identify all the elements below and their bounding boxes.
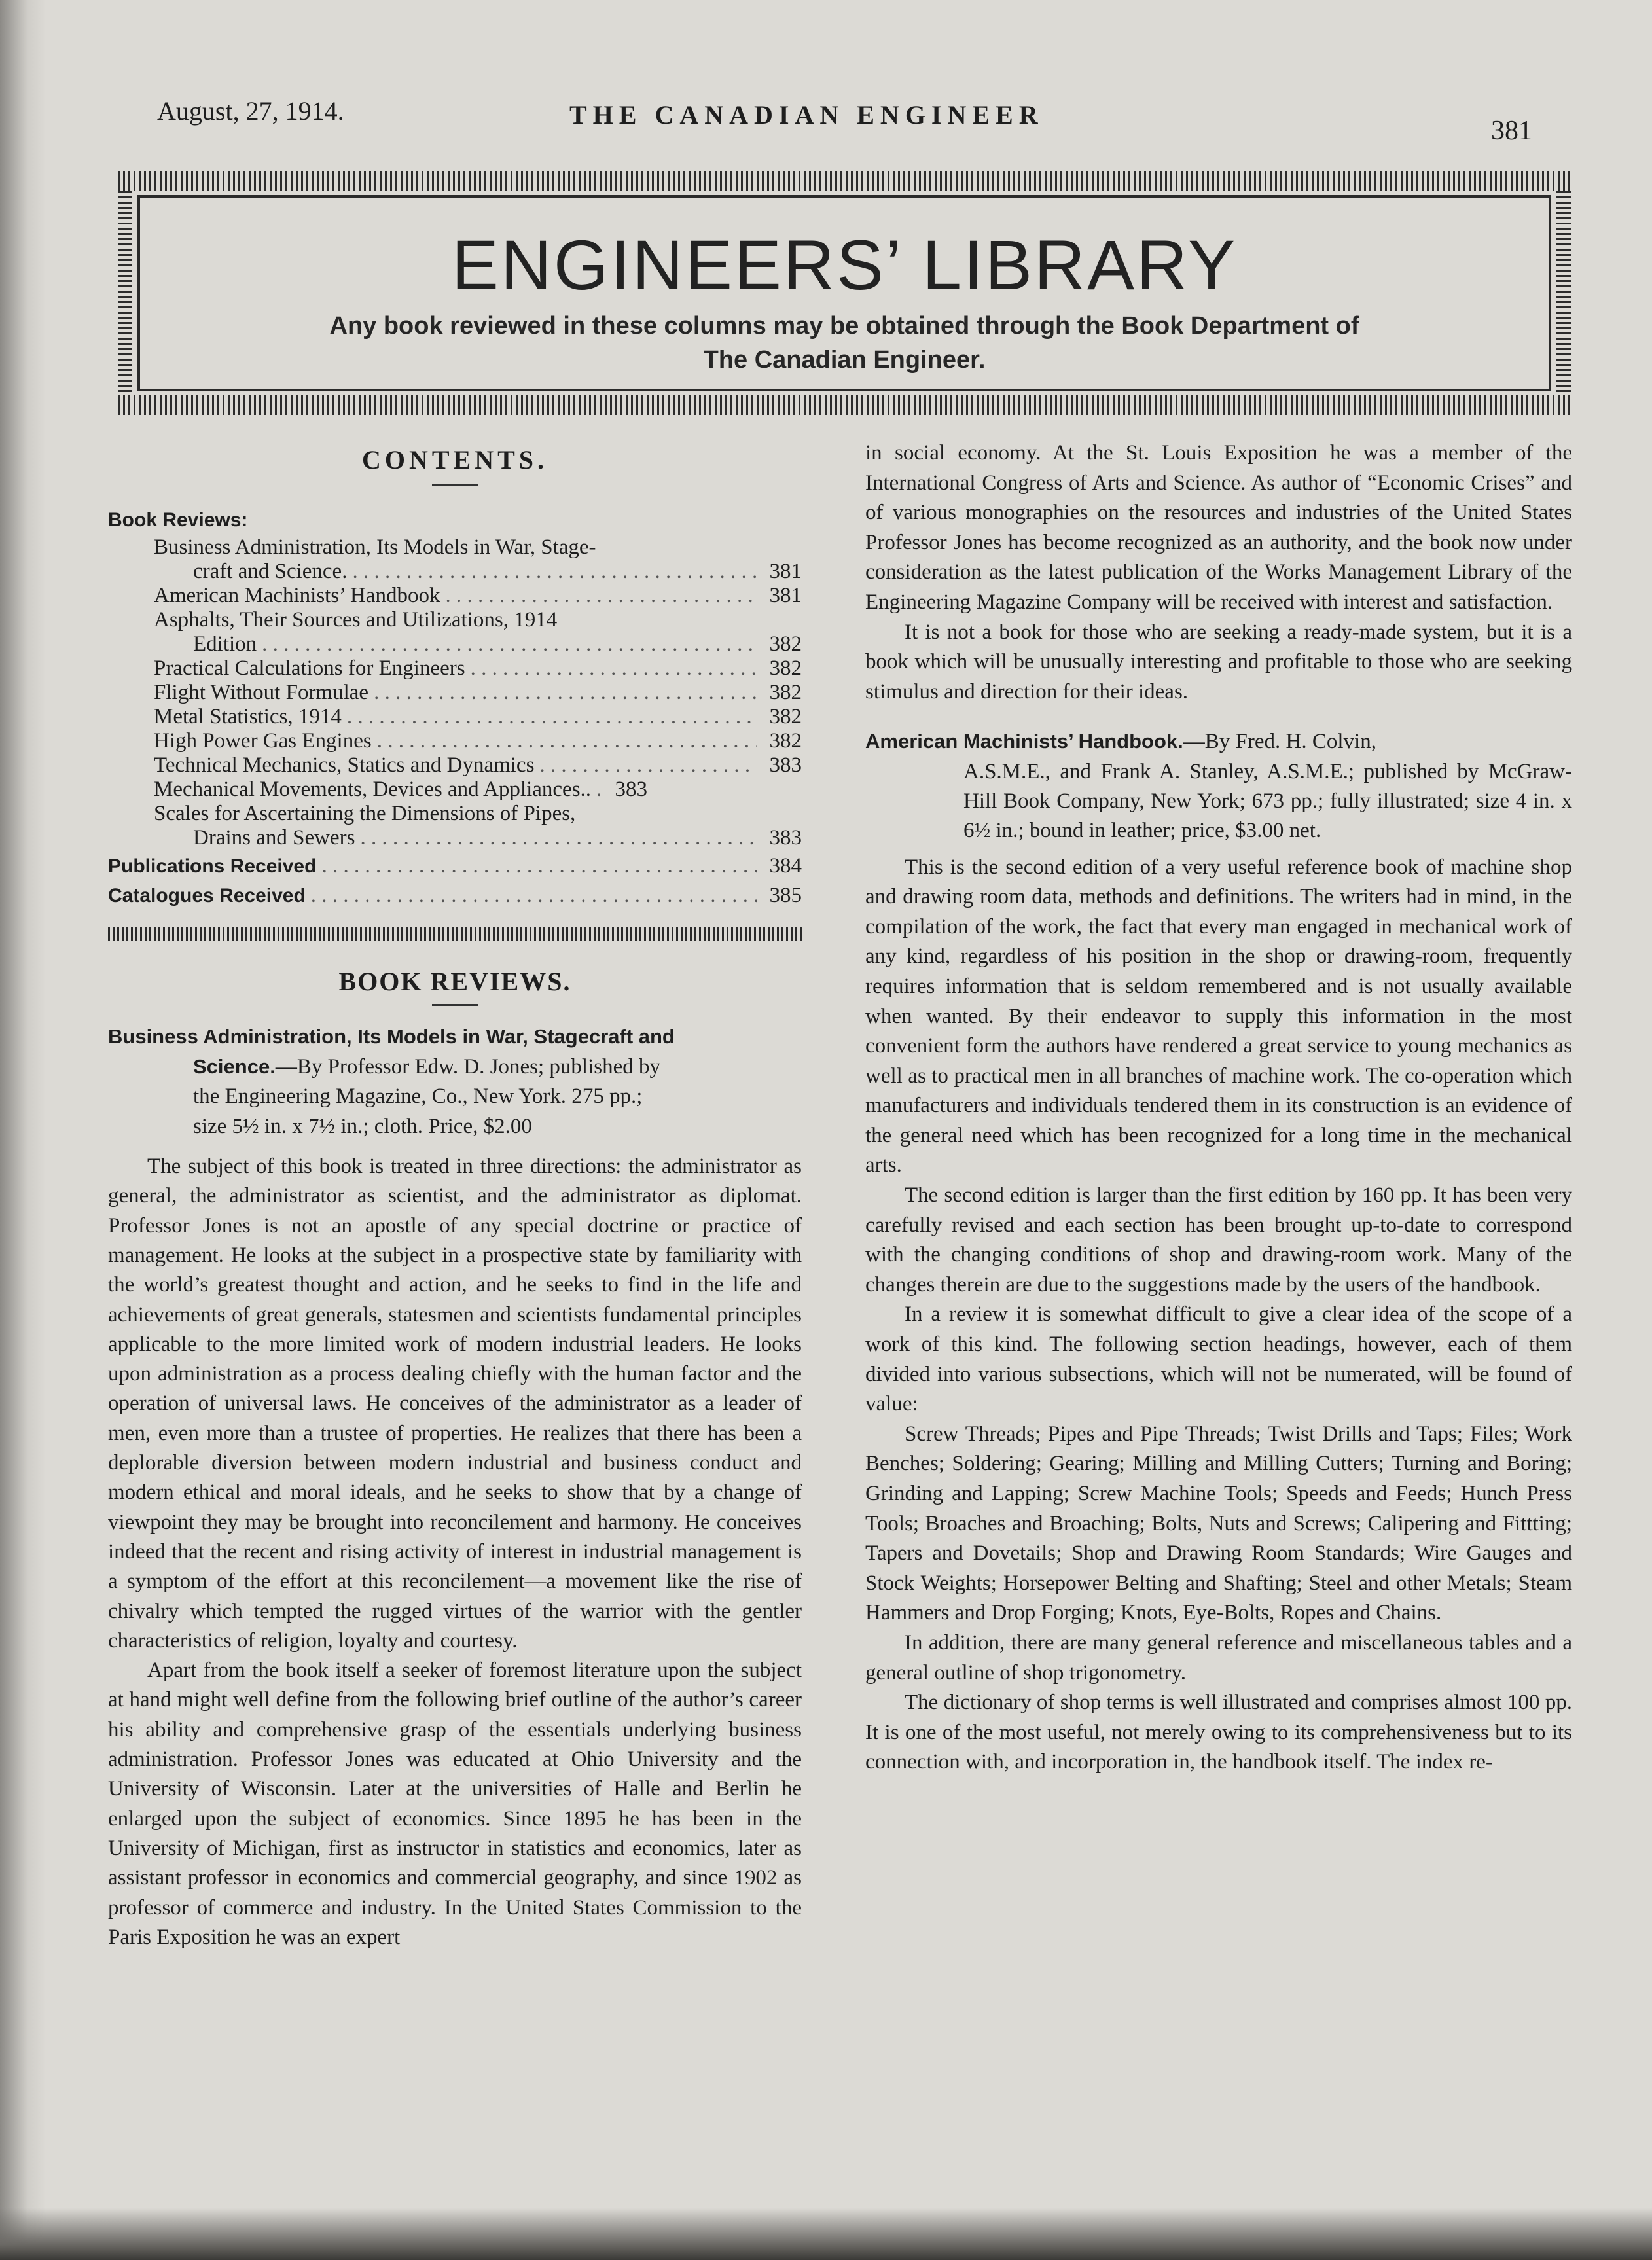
review-title: Business Administration, Its Models in War, Stagecraft and	[108, 1024, 675, 1048]
contents-divider	[108, 927, 802, 941]
toc-page-number: 382	[769, 656, 802, 680]
toc-item[interactable]: Scales for Ascertaining the Dimensions of Pipes,	[154, 801, 576, 825]
toc-page-number: 383	[769, 753, 802, 777]
page-gutter-shadow	[0, 0, 46, 2260]
toc-item[interactable]: Asphalts, Their Sources and Utilizations, 1914	[154, 607, 558, 632]
toc-publications-received[interactable]: Publications Received . . . 384	[108, 854, 802, 878]
toc-page-number: 381	[769, 583, 802, 607]
toc-item[interactable]: Mechanical Movements, Devices and Appliances.. . . . 383	[108, 778, 802, 802]
review-paragraph: The dictionary of shop terms is well illustrated and comprises almost 100 pp. It is one of the most useful, not merely owing to its comprehensiveness but to its connection with, and incorporation in, the handbook itself. The index re-	[865, 1691, 1572, 1774]
review-citation-line: —By Professor Edw. D. Jones; published by	[275, 1055, 660, 1079]
review-paragraph: The subject of this book is treated in three directions: the administrator as general, the administrator as scientist, and the administrator as diplomat. Professor Jones is not an apostle of any special doctrine or practice of management. He looks at the subject in a prospective state by familiarity with the world’s greatest thought and action, and he seeks to find in the life and achievements of great generals, statesmen and scientists fundamental principles applicable to the more limited work of modern industrial leaders. He looks upon administration as a process dealing chiefly with the human factor and the operation of universal laws. He conceives of the administrator as a leader of men, even more than a trustee of properties. He realizes that there has been a deplorable diversion between modern industrial and business conduct and modern ethical and moral ideals, and he seeks to show that by a change of viewpoint they may be brought into reconcilement and harmony. He conceives indeed that the recent and rising activity of interest in industrial management is a symptom of the effort at this reconcilement—a movement like the rise of chivalry which tempted the rugged virtues of the warrior with the gentler characteristics of religion, loyalty and courtesy.	[108, 1155, 802, 1653]
toc-page-number: 382	[769, 680, 802, 704]
review-paragraph-continued: in social economy. At the St. Louis Exposition he was a member of the International Congress of Arts and Science. As author of “Economic Crises” and of various monographies on the resources and industries of the United States Professor Jones has become recognized as an authority, and the book now under consideration as the latest publication of the Works Management Library of the Engineering Magazine Company will be received with interest and satisfaction.	[865, 441, 1572, 614]
section-headings-list: Screw Threads; Pipes and Pipe Threads; Twist Drills and Taps; Files; Work Benches; Soldering; Gearing; Milling and Milling Cutters; Turning and Boring; Grinding and Lapping; Screw Machine Tools; Speeds and Feeds; Hunch Press Tools; Broaches and Broaching; Bolts, Nuts and Screws; Calipering and Fittting; Tapers and Dovetails; Shop and Drawing Room Standards; Wire Gauges and Stock Weights; Horsepower Belting and Shafting; Steel and other Metals; Steam Hammers and Drop Forging; Knots, Eye-Bolts, Ropes and Chains.	[865, 1422, 1572, 1625]
review-title: American Machinists’ Handbook.	[865, 730, 1183, 753]
toc-item[interactable]: Business Administration, Its Models in War, Stage-	[154, 535, 596, 559]
review-paragraph: It is not a book for those who are seeking a ready-made system, but it is a book which will be unusually interesting and profitable to those who are seeking stimulus and direction for their ideas.	[865, 620, 1572, 704]
section-title: ENGINEERS’ LIBRARY	[451, 225, 1238, 304]
contents-heading: CONTENTS.	[108, 445, 802, 486]
toc-page-number: 382	[769, 632, 802, 656]
review-paragraph: In a review it is somewhat difficult to give a clear idea of the scope of a work of this kind. The following section headings, however, each of them divided into various subsections, which will not be numerated, will be found of value:	[865, 1302, 1572, 1416]
banner-hatch-top	[118, 171, 1571, 191]
book-reviews-heading: BOOK REVIEWS.	[108, 967, 802, 1006]
section-subtitle	[196, 309, 1492, 377]
toc-page-number: 382	[769, 704, 802, 728]
page-bottom-shadow	[0, 2208, 1652, 2260]
toc-page-number: 384	[769, 853, 802, 878]
toc-page-number: 383	[769, 825, 802, 850]
review-paragraph: In addition, there are many general reference and miscellaneous tables and a general outline of shop trigonometry.	[865, 1630, 1572, 1685]
review-citation-line: —By Fred. H. Colvin,	[1183, 730, 1376, 754]
review-paragraph: This is the second edition of a very useful reference book of machine shop and drawing room data, methods and definitions. The writers had in mind, in the compilation of the work, the fact that every man engaged in mechanical work of any kind, regardless of his position in the shop or drawing-room, frequently requires information that is seldom remembered and is not usually available when wanted. By their endeavor to supply this information in the most convenient form the authors have rendered a great service to young mechanics as well as to practical men in all branches of machine work. The co-operation which manufacturers and individuals tendered them in its construction is an evidence of the general need which has been recognized for a long time in the mechanical arts.	[865, 855, 1572, 1177]
review-citation-line: the Engineering Magazine, Co., New York. 275 pp.;	[193, 1085, 643, 1109]
toc-section-book-reviews: Book Reviews:	[108, 509, 248, 531]
review-title-continued: Science.	[193, 1055, 276, 1079]
toc-item[interactable]: Flight Without Formulae . . . 382	[108, 681, 802, 705]
left-column	[108, 439, 802, 1952]
toc-page-number: 381	[769, 559, 802, 583]
issue-date: August, 27, 1914.	[157, 96, 344, 126]
toc-item-continued: craft and Science. . . . 381	[108, 560, 802, 584]
review-paragraph: Apart from the book itself a seeker of foremost literature upon the subject at hand might well define from the following brief outline of the author’s career his ability and comprehensive grasp of the essentials underlying business administration. Professor Jones was educated at Ohio University and the University of Wisconsin. Later at the universities of Halle and Berlin he enlarged upon the subject of economics. Since 1895 he has been in the University of Michigan, first as instructor in statistics and economics, later as assistant professor in economics and commercial geography, and since 1902 as professor of commerce and industry. In the United States Commission to the Paris Exposition he was an expert	[108, 1659, 802, 1949]
toc-item[interactable]: Technical Mechanics, Statics and Dynamics . . . 383	[108, 753, 802, 778]
review-citation-line: size 5½ in. x 7½ in.; cloth. Price, $2.00	[193, 1114, 532, 1138]
toc-page-number: 385	[769, 883, 802, 907]
engineers-library-banner	[118, 171, 1571, 415]
subtitle-line-1: Any book reviewed in these columns may be obtained through the Book Department of	[329, 312, 1359, 340]
review-citation	[865, 726, 1572, 846]
toc-item-continued: Drains and Sewers . . . 383	[108, 826, 802, 850]
review-american-machinists-handbook	[865, 726, 1572, 1778]
review-business-administration	[108, 1022, 802, 1952]
toc-item[interactable]: High Power Gas Engines . . . 382	[108, 729, 802, 753]
review-paragraph: The second edition is larger than the first edition by 160 pp. It has been very carefully revised and each section has been brought up-to-date to correspond with the changing conditions of shop and drawing-room work. Many of the changes therein are due to the suggestions made by the users of the handbook.	[865, 1183, 1572, 1297]
review-citation	[108, 1022, 802, 1141]
toc-page-number: 383	[615, 777, 648, 801]
subtitle-line-2: The Canadian Engineer.	[703, 346, 986, 374]
toc-item[interactable]: Metal Statistics, 1914 . . . 382	[108, 705, 802, 729]
toc-item-continued: Edition . . . 382	[108, 632, 802, 656]
banner-hatch-bottom	[118, 395, 1571, 415]
toc-item[interactable]: Practical Calculations for Engineers . . . 382	[108, 656, 802, 681]
toc-item[interactable]: American Machinists’ Handbook . . . 381	[108, 584, 802, 608]
toc-list	[108, 535, 802, 908]
right-column	[865, 439, 1572, 1778]
review-citation-line: A.S.M.E., and Frank A. Stanley, A.S.M.E.; published by McGraw-Hill Book Company, New York; 673 pp.; fully illustrated; size 4 in. x 6½ in.; bound in leather; price, $3.00 net.	[963, 759, 1572, 843]
toc-page-number: 382	[769, 728, 802, 753]
toc-catalogues-received[interactable]: Catalogues Received . . . 385	[108, 884, 802, 908]
journal-title: THE CANADIAN ENGINEER	[569, 100, 1044, 130]
running-head	[0, 92, 1652, 144]
page-number: 381	[1491, 116, 1532, 146]
